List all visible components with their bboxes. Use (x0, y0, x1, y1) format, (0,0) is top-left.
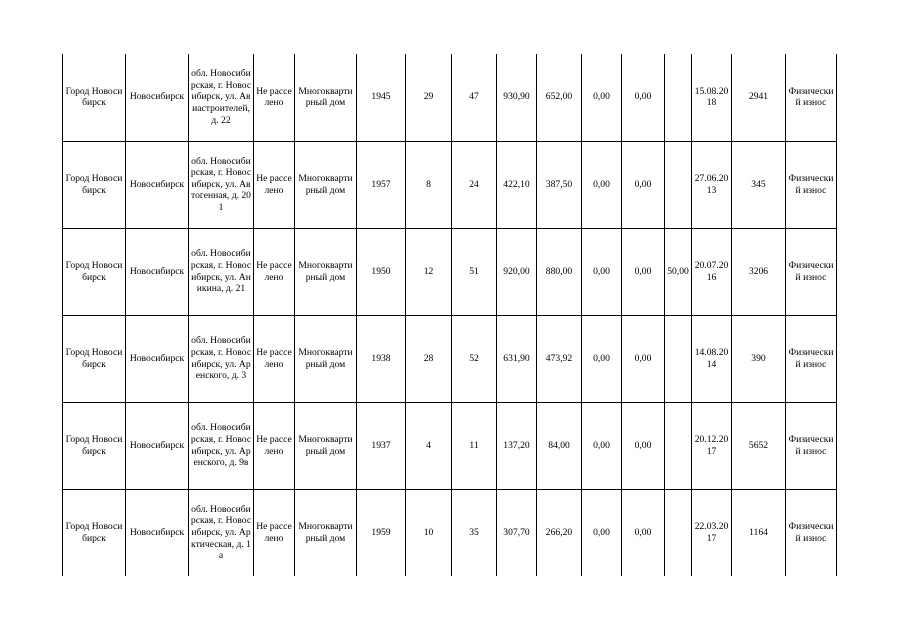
building-type-cell: Многоквартирный дом (295, 54, 357, 141)
area-cell: 930,90 (497, 54, 537, 141)
district-cell: Новосибирск (126, 228, 189, 315)
status-cell: Не расселено (254, 315, 295, 402)
area-cell: 920,00 (497, 228, 537, 315)
value-1-cell: 0,00 (582, 489, 622, 576)
value-3-cell (665, 489, 692, 576)
city-cell: Город Новосибирск (63, 54, 126, 141)
area-2-cell: 84,00 (537, 402, 582, 489)
count-2-cell: 47 (452, 54, 497, 141)
value-2-cell: 0,00 (622, 54, 665, 141)
status-cell: Не расселено (254, 228, 295, 315)
city-cell: Город Новосибирск (63, 141, 126, 228)
count-1-cell: 12 (406, 228, 452, 315)
year-cell: 1945 (357, 54, 406, 141)
status-cell: Не расселено (254, 489, 295, 576)
value-3-cell: 50,00 (665, 228, 692, 315)
city-cell: Город Новосибирск (63, 315, 126, 402)
value-1-cell: 0,00 (582, 141, 622, 228)
area-cell: 137,20 (497, 402, 537, 489)
value-2-cell: 0,00 (622, 315, 665, 402)
housing-register-table (62, 54, 837, 576)
reason-cell: Физический износ (786, 141, 837, 228)
value-2-cell: 0,00 (622, 228, 665, 315)
reason-cell: Физический износ (786, 402, 837, 489)
number-cell: 5652 (732, 402, 786, 489)
date-cell: 27.06.2013 (692, 141, 732, 228)
area-2-cell: 652,00 (537, 54, 582, 141)
building-type-cell: Многоквартирный дом (295, 489, 357, 576)
year-cell: 1950 (357, 228, 406, 315)
table-row (63, 402, 837, 489)
status-cell: Не расселено (254, 402, 295, 489)
table-row (63, 141, 837, 228)
table-row (63, 489, 837, 576)
building-type-cell: Многоквартирный дом (295, 141, 357, 228)
number-cell: 1164 (732, 489, 786, 576)
address-cell: обл. Новосибирская, г. Новосибирск, ул. Аренского, д. 3 (189, 315, 254, 402)
count-1-cell: 8 (406, 141, 452, 228)
area-cell: 307,70 (497, 489, 537, 576)
count-2-cell: 24 (452, 141, 497, 228)
date-cell: 14.08.2014 (692, 315, 732, 402)
address-cell: обл. Новосибирская, г. Новосибирск, ул. Арктическая, д. 1а (189, 489, 254, 576)
area-2-cell: 880,00 (537, 228, 582, 315)
table-row (63, 315, 837, 402)
address-cell: обл. Новосибирская, г. Новосибирск, ул. Аренского, д. 9в (189, 402, 254, 489)
date-cell: 20.12.2017 (692, 402, 732, 489)
reason-cell: Физический износ (786, 54, 837, 141)
area-cell: 422,10 (497, 141, 537, 228)
city-cell: Город Новосибирск (63, 228, 126, 315)
city-cell: Город Новосибирск (63, 489, 126, 576)
district-cell: Новосибирск (126, 315, 189, 402)
number-cell: 2941 (732, 54, 786, 141)
city-cell: Город Новосибирск (63, 402, 126, 489)
building-type-cell: Многоквартирный дом (295, 228, 357, 315)
value-1-cell: 0,00 (582, 228, 622, 315)
value-2-cell: 0,00 (622, 489, 665, 576)
year-cell: 1957 (357, 141, 406, 228)
district-cell: Новосибирск (126, 402, 189, 489)
value-2-cell: 0,00 (622, 402, 665, 489)
value-1-cell: 0,00 (582, 402, 622, 489)
reason-cell: Физический износ (786, 489, 837, 576)
status-cell: Не расселено (254, 141, 295, 228)
date-cell: 20.07.2016 (692, 228, 732, 315)
area-cell: 631,90 (497, 315, 537, 402)
count-2-cell: 52 (452, 315, 497, 402)
count-2-cell: 11 (452, 402, 497, 489)
area-2-cell: 473,92 (537, 315, 582, 402)
value-1-cell: 0,00 (582, 315, 622, 402)
year-cell: 1938 (357, 315, 406, 402)
area-2-cell: 266,20 (537, 489, 582, 576)
value-3-cell (665, 141, 692, 228)
count-1-cell: 4 (406, 402, 452, 489)
value-2-cell: 0,00 (622, 141, 665, 228)
building-type-cell: Многоквартирный дом (295, 315, 357, 402)
number-cell: 390 (732, 315, 786, 402)
year-cell: 1937 (357, 402, 406, 489)
count-2-cell: 51 (452, 228, 497, 315)
area-2-cell: 387,50 (537, 141, 582, 228)
status-cell: Не расселено (254, 54, 295, 141)
value-1-cell: 0,00 (582, 54, 622, 141)
date-cell: 15.08.2018 (692, 54, 732, 141)
address-cell: обл. Новосибирская, г. Новосибирск, ул. Авиастроителей, д. 22 (189, 54, 254, 141)
year-cell: 1959 (357, 489, 406, 576)
address-cell: обл. Новосибирская, г. Новосибирск, ул. Аникина, д. 21 (189, 228, 254, 315)
value-3-cell (665, 315, 692, 402)
count-2-cell: 35 (452, 489, 497, 576)
reason-cell: Физический износ (786, 228, 837, 315)
number-cell: 345 (732, 141, 786, 228)
district-cell: Новосибирск (126, 54, 189, 141)
district-cell: Новосибирск (126, 489, 189, 576)
address-cell: обл. Новосибирская, г. Новосибирск, ул. Автогенная, д. 201 (189, 141, 254, 228)
count-1-cell: 29 (406, 54, 452, 141)
table-row (63, 54, 837, 141)
building-type-cell: Многоквартирный дом (295, 402, 357, 489)
date-cell: 22.03.2017 (692, 489, 732, 576)
count-1-cell: 28 (406, 315, 452, 402)
table-row (63, 228, 837, 315)
value-3-cell (665, 54, 692, 141)
reason-cell: Физический износ (786, 315, 837, 402)
number-cell: 3206 (732, 228, 786, 315)
district-cell: Новосибирск (126, 141, 189, 228)
count-1-cell: 10 (406, 489, 452, 576)
value-3-cell (665, 402, 692, 489)
